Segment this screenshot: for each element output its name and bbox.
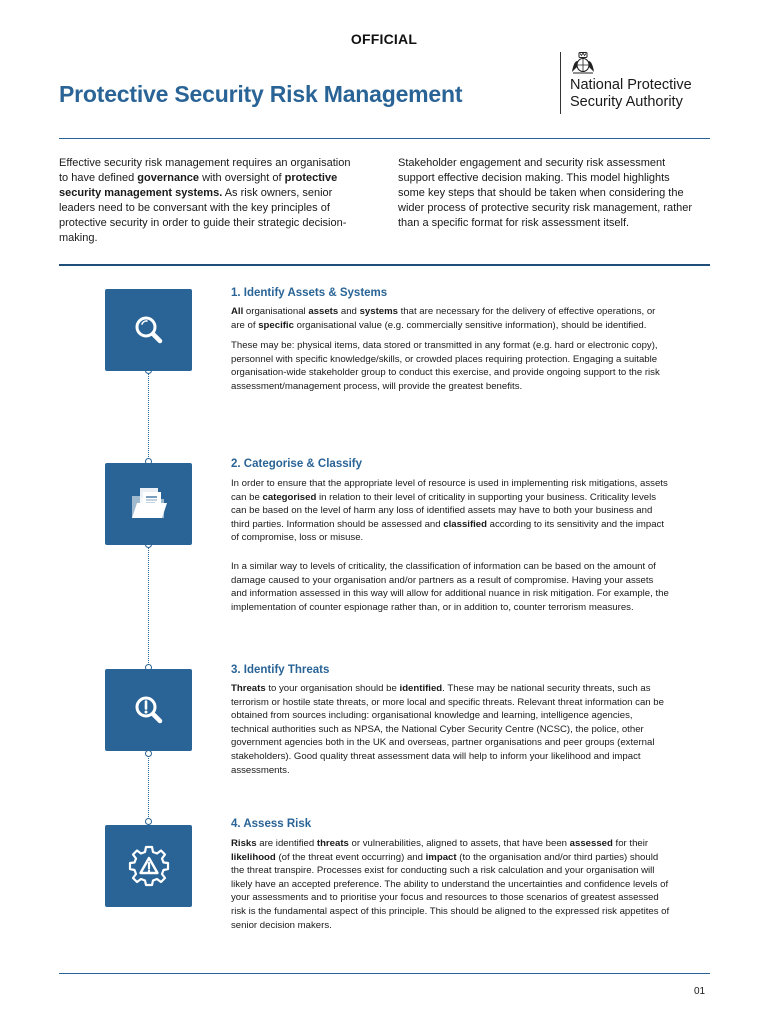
timeline-node [145, 818, 152, 825]
intro-right-paragraph: Stakeholder engagement and security risk assessment support effective decision making. This model highlights some key steps that should be taken when considering the wider process of protective security risk management, rather than a specific format for risk assessment itself. [398, 157, 693, 229]
header-divider [59, 138, 710, 139]
gear-warning-icon [126, 843, 172, 889]
step2-para2: In a similar way to levels of criticality, the classification of information can be based on the amount of damage caused to your organisation and/or partners as a result of compromise. Having your assets and information assessed in this way will allow for additional nuance in risk mitigation. For example, the implementation of counter espionage rather than, or in addition to, counter terrorism measures. [231, 560, 669, 613]
step2-icon-tile [105, 463, 192, 545]
logo-text-line1: National Protective [570, 77, 692, 93]
page-number: 01 [694, 986, 706, 997]
timeline-node [145, 750, 152, 757]
timeline-connector [148, 342, 149, 867]
royal-crest-icon [570, 52, 596, 74]
step1-para2: These may be: physical items, data stored or transmitted in any format (e.g. hard or electronic copy), personnel with specific knowledge/skills, or crowded places requiring protection. Engaging a suitable organisation-wide stakeholder group to conduct this exercise, and provide ongoing support to the risk assessment/management process, will provide the greatest benefits. [231, 340, 660, 392]
step4-para1: Risks are identified threats or vulnerabilities, aligned to assets, that have been assessed for their likelihood (of the threat event occurring) and impact (to the organisation and/or third parties) should the threat transpire. Processes exist for conducting such a risk calculation and your organisation will likely have an accepted preference. The ability to understand the uncertainties and confidence levels of your assessments and to prioritise your focus and resources to those scenarios of greatest assessed risk is the fundamental aspect of this principle. This should be aligned to the expressed risk appetites of senior decision makers. [231, 838, 670, 931]
logo-text-line2: Security Authority [570, 93, 683, 110]
intro-left-paragraph: Effective security risk management requires an organisation to have defined governance with oversight of protective security management systems. As risk owners, senior leaders need to be conversant with the key principles of protective security in order to guide their strategic decision-making. [59, 157, 351, 244]
step2-body [231, 477, 671, 614]
step4-body [231, 837, 671, 932]
footer-divider [59, 973, 710, 974]
page-title: Protective Security Risk Management [59, 81, 463, 107]
step3-para1: Threats to your organisation should be identified. These may be national security threats, such as terrorism or hostile state threats, or more local and specific threats. Relevant threat information can be obtained from sources including: organisational knowledge and learning, intelligence agencies, technical authorities such as NPSA, the National Cyber Security Centre (NCSC), the police, other government agencies both in the UK and overseas, partner organisations and peer groups (external stakeholders). Good quality threat assessment data will help to inform your likelihood and impact assessments. [231, 683, 664, 776]
magnifying-glass-icon [129, 310, 169, 350]
folder-documents-icon [128, 484, 170, 524]
intro-divider [59, 264, 710, 266]
step2-title: 2. Categorise & Classify [231, 458, 363, 470]
step3-body [231, 682, 671, 777]
step1-title: 1. Identify Assets & Systems [231, 287, 388, 299]
step3-icon-tile [105, 669, 192, 751]
step3-title: 3. Identify Threats [231, 664, 330, 676]
classification-marking: OFFICIAL [350, 31, 418, 47]
logo-divider [560, 52, 561, 114]
step1-para1: All organisational assets and systems that are necessary for the delivery of effective operations, or are of specific organisational value (e.g. commercially sensitive information), should be identified. [231, 306, 656, 331]
step1-icon-tile [105, 289, 192, 371]
step4-icon-tile [105, 825, 192, 907]
step2-para1: In order to ensure that the appropriate level of resource is used in implementing risk mitigations, assets can be categorised in relation to their level of criticality in supporting your business. Criticality levels can be based on the level of harm any loss of identified assets may have to both your business and third parties. Information should be assessed and classified according to its sensitivity and the impact of compromise, loss or misuse. [231, 478, 668, 544]
step1-body [231, 305, 671, 394]
npsa-logo [560, 52, 720, 114]
magnifier-alert-icon [129, 690, 169, 730]
step4-title: 4. Assess Risk [231, 818, 312, 830]
